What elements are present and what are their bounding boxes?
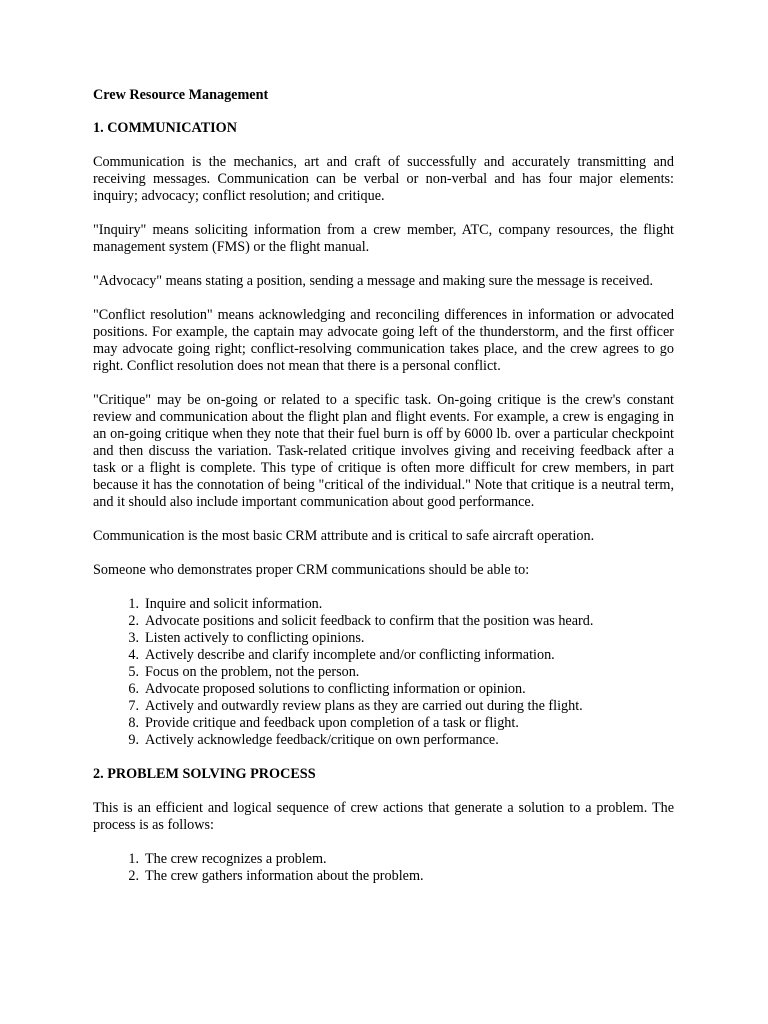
section-heading: 1. COMMUNICATION bbox=[93, 120, 237, 136]
list-item-text: Provide critique and feedback upon completion of a task or flight. bbox=[145, 715, 519, 731]
paragraph: "Critique" may be on-going or related to a specific task. On-going critique is the crew's constant review and communication about the flight plan and flight events. For example, a crew is engaging in an on-going critique when they note that their fuel burn is off by 6000 lb. over a particular checkpoint and then discuss the variation. Task-related critique involves giving and receiving feedback after a task or a flight is complete. This type of critique is often more difficult for crew members, in part because it has the connotation of being "critical of the individual." Note that critique is a neutral term, and it should also include important communication about good performance. bbox=[93, 392, 674, 510]
list-item-number: 4. bbox=[128, 647, 139, 663]
list-item-number: 1. bbox=[128, 851, 139, 867]
list-item-text: Actively acknowledge feedback/critique on own performance. bbox=[145, 732, 499, 748]
list-item-text: Focus on the problem, not the person. bbox=[145, 664, 360, 680]
list-item-number: 2. bbox=[128, 868, 139, 884]
list-item-number: 6. bbox=[128, 681, 139, 697]
list-item bbox=[93, 596, 674, 613]
paragraph: This is an efficient and logical sequence of crew actions that generate a solution to a problem. The process is as follows: bbox=[93, 800, 674, 833]
numbered-list bbox=[93, 851, 674, 885]
list-item-number: 1. bbox=[128, 596, 139, 612]
list-item-text: Listen actively to conflicting opinions. bbox=[145, 630, 365, 646]
list-item bbox=[93, 732, 674, 749]
paragraph: "Advocacy" means stating a position, sending a message and making sure the message is received. bbox=[93, 273, 654, 289]
list-item bbox=[93, 681, 674, 698]
document-page bbox=[93, 87, 674, 902]
section-heading: 2. PROBLEM SOLVING PROCESS bbox=[93, 766, 316, 782]
list-item-number: 2. bbox=[128, 613, 139, 629]
list-item-number: 5. bbox=[128, 664, 139, 680]
paragraph: Someone who demonstrates proper CRM communications should be able to: bbox=[93, 562, 530, 578]
paragraph: Communication is the most basic CRM attribute and is critical to safe aircraft operation. bbox=[93, 528, 595, 544]
list-item-text: Advocate proposed solutions to conflicting information or opinion. bbox=[145, 681, 526, 697]
paragraph: "Inquiry" means soliciting information from a crew member, ATC, company resources, the flight management system (FMS) or the flight manual. bbox=[93, 222, 674, 255]
list-item bbox=[93, 698, 674, 715]
list-item-number: 3. bbox=[128, 630, 139, 646]
list-item-text: The crew gathers information about the problem. bbox=[145, 868, 424, 884]
list-item bbox=[93, 630, 674, 647]
list-item bbox=[93, 647, 674, 664]
list-item-text: Actively and outwardly review plans as they are carried out during the flight. bbox=[145, 698, 583, 714]
list-item bbox=[93, 613, 674, 630]
numbered-list bbox=[93, 596, 674, 749]
list-item-number: 9. bbox=[128, 732, 139, 748]
list-item bbox=[93, 664, 674, 681]
list-item-text: Actively describe and clarify incomplete and/or conflicting information. bbox=[145, 647, 555, 663]
section-problem-solving bbox=[93, 766, 674, 885]
paragraph: Communication is the mechanics, art and craft of successfully and accurately transmitting and receiving messages. Communication can be verbal or non-verbal and has four major elements: inquiry; advocacy; conflict resolution; and critique. bbox=[93, 154, 674, 204]
list-item-number: 7. bbox=[128, 698, 139, 714]
list-item-text: Advocate positions and solicit feedback to confirm that the position was heard. bbox=[145, 613, 594, 629]
list-item bbox=[93, 868, 674, 885]
list-item-text: The crew recognizes a problem. bbox=[145, 851, 327, 867]
list-item bbox=[93, 715, 674, 732]
section-communication bbox=[93, 120, 674, 749]
document-title: Crew Resource Management bbox=[93, 87, 269, 103]
list-item bbox=[93, 851, 674, 868]
list-item-number: 8. bbox=[128, 715, 139, 731]
paragraph: "Conflict resolution" means acknowledging and reconciling differences in information or advocated positions. For example, the captain may advocate going left of the thunderstorm, and the first officer may advocate going right; conflict-resolving communication takes place, and the crew agrees to go right. Conflict resolution does not mean that there is a personal conflict. bbox=[93, 307, 674, 374]
list-item-text: Inquire and solicit information. bbox=[145, 596, 323, 612]
